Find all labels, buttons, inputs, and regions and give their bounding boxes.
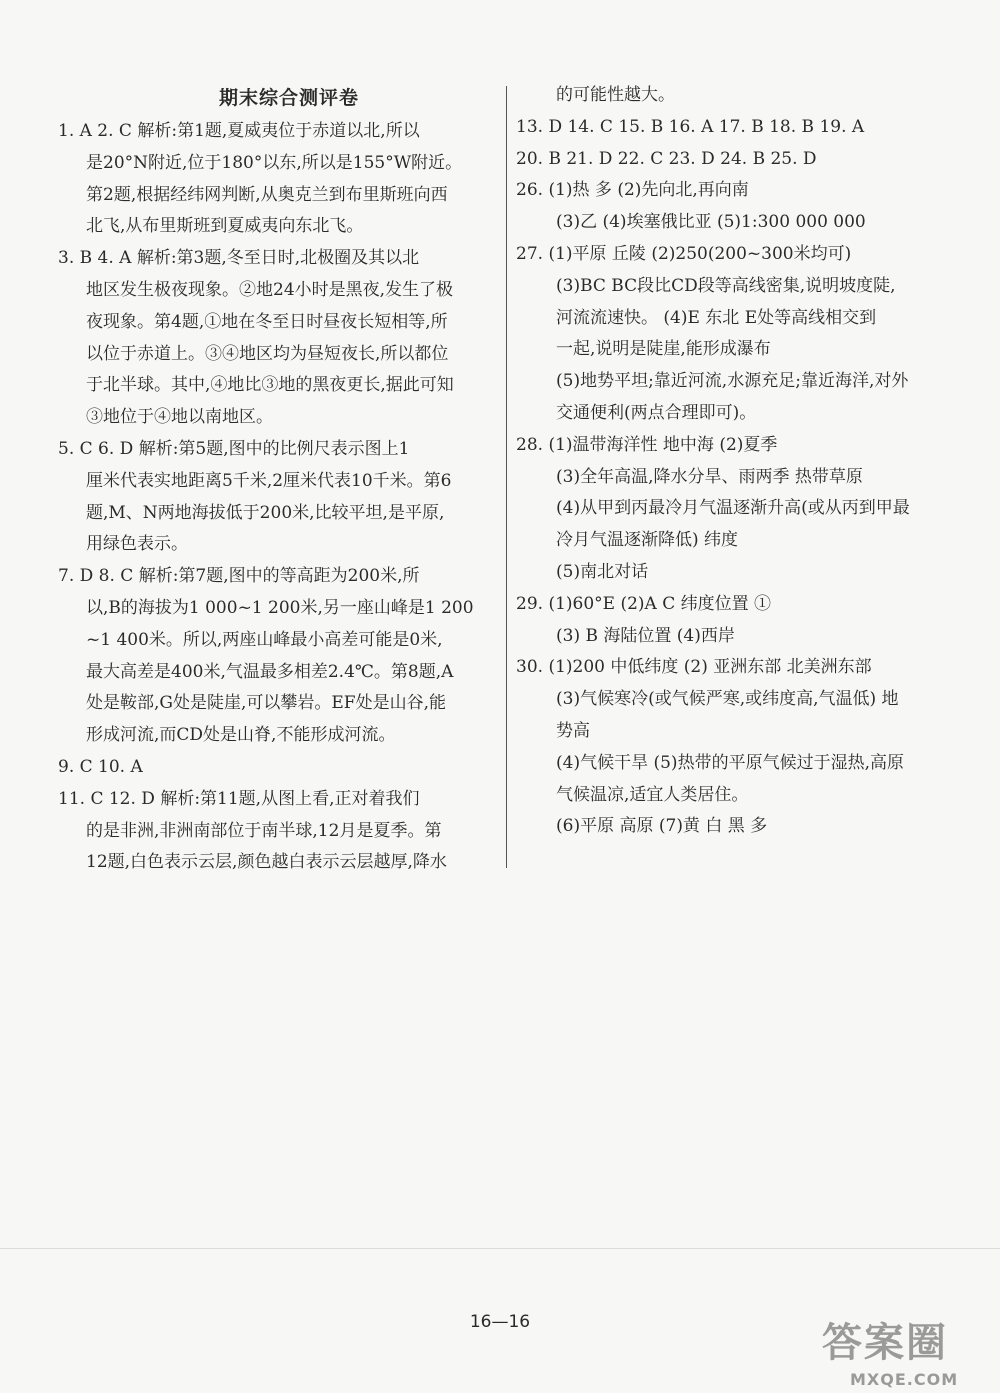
answer-line: (3) B 海陆位置 (4)西岸 [556, 625, 735, 646]
answer-line: 是20°N附近,位于180°以东,所以是155°W附近。 [86, 152, 463, 173]
answer-line: 用绿色表示。 [86, 534, 188, 555]
answer-line: (4)从甲到丙最冷月气温逐渐升高(或从丙到甲最 [556, 498, 910, 519]
answer-line: 一起,说明是陡崖,能形成瀑布 [556, 339, 771, 360]
answer-line: 1. A 2. C 解析:第1题,夏威夷位于赤道以北,所以 [58, 121, 420, 141]
right-answer-lines [516, 80, 956, 843]
answer-line: 厘米代表实地距离5千米,2厘米代表10千米。第6 [86, 470, 452, 491]
answer-line: 以,B的海拔为1 000~1 200米,另一座山峰是1 200 [86, 597, 474, 618]
answer-line: 29. (1)60°E (2)A C 纬度位置 ① [516, 593, 772, 614]
answer-line: 北飞,从布里斯班到夏威夷向东北飞。 [86, 216, 364, 237]
answer-line: 气候温凉,适宜人类居住。 [556, 784, 749, 805]
right-column [516, 80, 956, 843]
answer-line: (3)全年高温,降水分旱、雨两季 热带草原 [556, 466, 863, 487]
watermark-main-text: 答案圈 [822, 1320, 948, 1366]
answer-line: 11. C 12. D 解析:第11题,从图上看,正对着我们 [58, 788, 420, 809]
answer-line: 题,M、N两地海拔低于200米,比较平坦,是平原, [86, 502, 445, 523]
answer-line: ~1 400米。所以,两座山峰最小高差可能是0米, [86, 629, 443, 650]
footer-rule [0, 1248, 1000, 1249]
answer-line: 地区发生极夜现象。②地24小时是黑夜,发生了极 [86, 279, 454, 300]
answer-line: 30. (1)200 中低纬度 (2) 亚洲东部 北美洲东部 [516, 657, 872, 678]
answer-line: 的是非洲,非洲南部位于南半球,12月是夏季。第 [86, 820, 442, 841]
watermark-sub-text: MXQE.COM [850, 1370, 959, 1389]
answer-line: 河流流速快。 (4)E 东北 E处等高线相交到 [556, 307, 877, 328]
column-divider [506, 86, 507, 868]
left-answer-lines [58, 116, 500, 879]
answer-line: 于北半球。其中,④地比③地的黑夜更长,据此可知 [86, 375, 454, 396]
answer-line: (5)地势平坦;靠近河流,水源充足;靠近海洋,对外 [556, 371, 909, 392]
answer-line: 28. (1)温带海洋性 地中海 (2)夏季 [516, 434, 778, 455]
answer-line: (3)BC BC段比CD段等高线密集,说明坡度陡, [556, 275, 896, 296]
answer-line: (3)气候寒冷(或气候严寒,或纬度高,气温低) 地 [556, 689, 899, 710]
page-title: 期末综合测评卷 [218, 87, 359, 109]
page-number: 16—16 [469, 1312, 531, 1332]
watermark-logo [822, 1318, 992, 1390]
answer-line: 9. C 10. A [58, 756, 143, 777]
answer-line: 3. B 4. A 解析:第3题,冬至日时,北极圈及其以北 [58, 248, 420, 269]
answer-line: (5)南北对话 [556, 561, 649, 582]
answer-line: 第2题,根据经纬网判断,从奥克兰到布里斯班向西 [86, 184, 448, 205]
answer-line: 处是鞍部,G处是陡崖,可以攀岩。EF处是山谷,能 [86, 693, 446, 714]
answer-line: 5. C 6. D 解析:第5题,图中的比例尺表示图上1 [58, 438, 410, 459]
answer-line: ③地位于④地以南地区。 [86, 407, 273, 428]
answer-line: 以位于赤道上。③④地区均为昼短夜长,所以都位 [86, 343, 449, 364]
answer-line: 20. B 21. D 22. C 23. D 24. B 25. D [516, 148, 817, 169]
answer-line: (4)气候干旱 (5)热带的平原气候过于湿热,高原 [556, 752, 904, 773]
answer-line: 最大高差是400米,气温最多相差2.4℃。第8题,A [86, 661, 454, 682]
answer-line: 12题,白色表示云层,颜色越白表示云层越厚,降水 [86, 852, 447, 873]
answer-line: (3)乙 (4)埃塞俄比亚 (5)1:300 000 000 [556, 212, 866, 233]
answer-line: 夜现象。第4题,①地在冬至日时昼夜长短相等,所 [86, 311, 448, 332]
answer-line: 的可能性越大。 [556, 85, 675, 105]
answer-line: 交通便利(两点合理即可)。 [556, 402, 757, 423]
answer-line: 形成河流,而CD处是山脊,不能形成河流。 [86, 725, 396, 746]
answer-line: 势高 [556, 720, 590, 741]
answer-line: (6)平原 高原 (7)黄 白 黑 多 [556, 816, 768, 837]
answer-line: 27. (1)平原 丘陵 (2)250(200~300米均可) [516, 243, 852, 264]
answer-line: 26. (1)热 多 (2)先向北,再向南 [516, 180, 749, 201]
answer-line: 7. D 8. C 解析:第7题,图中的等高距为200米,所 [58, 566, 420, 587]
left-column [58, 80, 500, 879]
answer-line: 13. D 14. C 15. B 16. A 17. B 18. B 19. A [516, 116, 865, 137]
answer-line: 冷月气温逐渐降低) 纬度 [556, 530, 739, 551]
